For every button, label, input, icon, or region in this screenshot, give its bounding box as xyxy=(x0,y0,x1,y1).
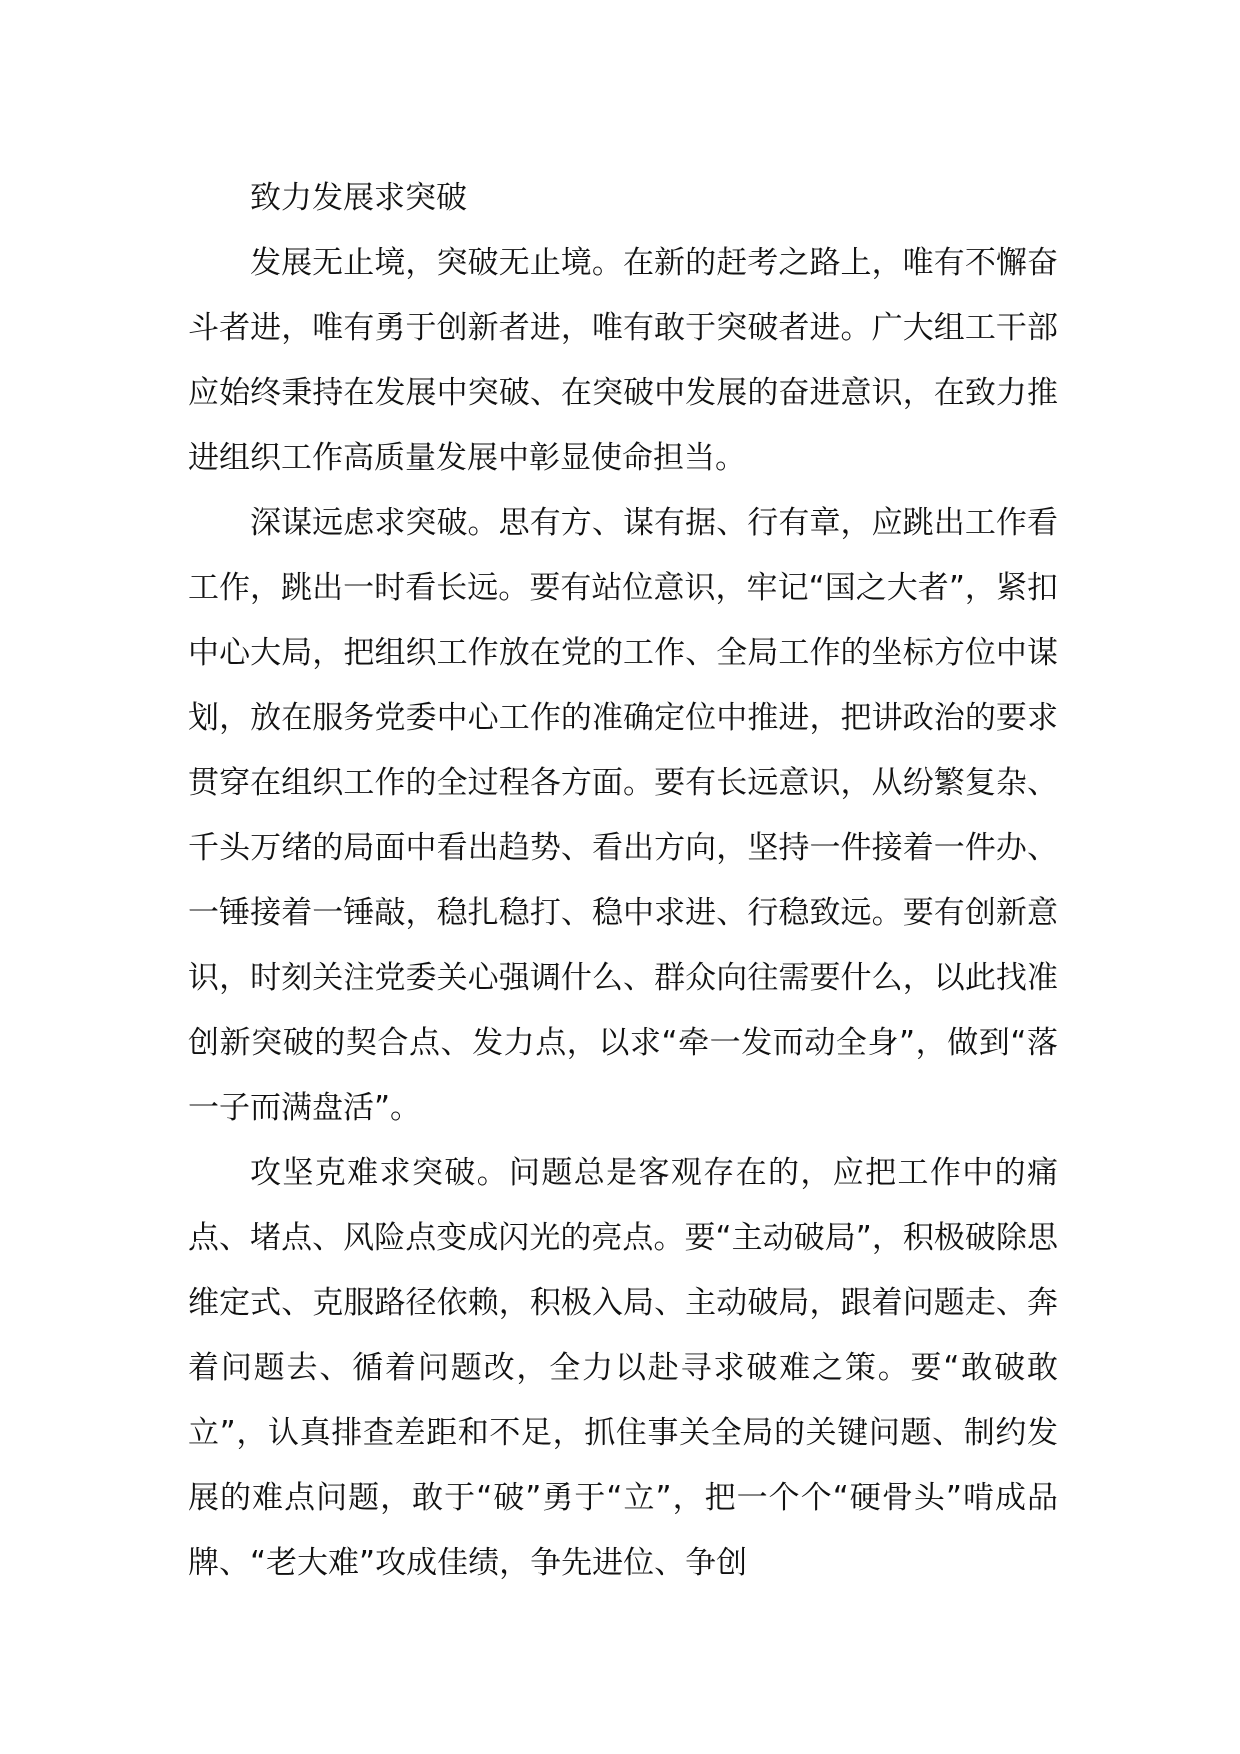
paragraph-tackling: 攻坚克难求突破。问题总是客观存在的，应把工作中的痛点、堵点、风险点变成闪光的亮点。要“主动破局”，积极破除思维定式、克服路径依赖，积极入局、主动破局，跟着问题走、奔着问题去、循着问题改，全力以赴寻求破难之策。要“敢破敢立”，认真排查差距和不足，抓住事关全局的关键问题、制约发展的难点问题，敢于“破”勇于“立”，把一个个“硬骨头”啃成品牌、“老大难”攻成佳绩，争先进位、争创 xyxy=(188,1155,1058,1581)
paragraph-planning: 深谋远虑求突破。思有方、谋有据、行有章，应跳出工作看工作，跳出一时看长远。要有站位意识，牢记“国之大者”，紧扣中心大局，把组织工作放在党的工作、全局工作的坐标方位中谋划，放在服务党委中心工作的准确定位中推进，把讲政治的要求贯穿在组织工作的全过程各方面。要有长远意识，从纷繁复杂、千头万绪的局面中看出趋势、看出方向，坚持一件接着一件办、一锤接着一锤敲，稳扎稳打、稳中求进、行稳致远。要有创新意识，时刻关注党委关心强调什么、群众向往需要什么，以此找准创新突破的契合点、发力点，以求“牵一发而动全身”，做到“落一子而满盘活”。 xyxy=(188,505,1058,1126)
paragraph-intro: 发展无止境，突破无止境。在新的赶考之路上，唯有不懈奋斗者进，唯有勇于创新者进，唯有敢于突破者进。广大组工干部应始终秉持在发展中突破、在突破中发展的奋进意识，在致力推进组织工作高质量发展中彰显使命担当。 xyxy=(188,245,1058,476)
document-heading: 致力发展求突破 xyxy=(250,180,467,216)
document-body xyxy=(188,166,1058,1596)
